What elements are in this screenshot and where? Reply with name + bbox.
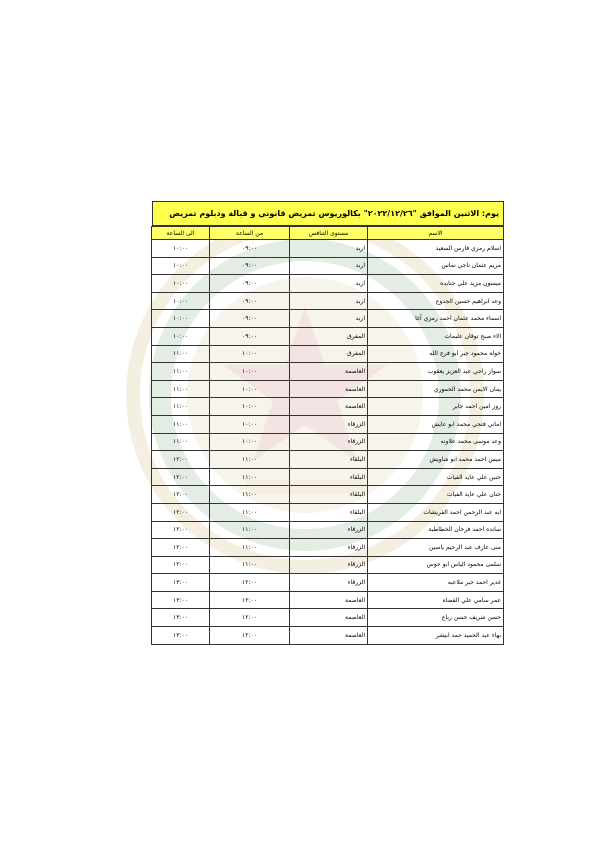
cell-name: بهاء عبد الحميد حمد ابيشر	[368, 627, 504, 645]
cell-to: ١٣:٠٠	[152, 609, 210, 627]
cell-from: ١٠:٠٠	[210, 415, 290, 433]
cell-from: ٠٩:٠٠	[210, 292, 290, 310]
cell-from: ٠٩:٠٠	[210, 257, 290, 275]
cell-to: ١١:٠٠	[152, 433, 210, 451]
table-row	[152, 363, 504, 381]
cell-to: ١٢:٠٠	[152, 521, 210, 539]
cell-name: حنان علي عايد الفيات	[368, 486, 504, 504]
table-row	[152, 292, 504, 310]
cell-name: سانده احمد فرحان الخطاطبة	[368, 521, 504, 539]
cell-to: ١٢:٠٠	[152, 556, 210, 574]
cell-level: الزرقاء	[290, 574, 368, 592]
cell-level: المفرق	[290, 327, 368, 345]
table-row	[152, 240, 504, 258]
cell-to: ١١:٠٠	[152, 415, 210, 433]
cell-from: ٠٩:٠٠	[210, 310, 290, 328]
cell-name: ايه عبد الرحمن احمد القريشات	[368, 503, 504, 521]
cell-from: ١٠:٠٠	[210, 433, 290, 451]
cell-from: ١١:٠٠	[210, 451, 290, 469]
table-row	[152, 556, 504, 574]
cell-to: ١٢:٠٠	[152, 539, 210, 557]
cell-level: البلقاء	[290, 451, 368, 469]
cell-from: ١٢:٠٠	[210, 627, 290, 645]
cell-from: ١٠:٠٠	[210, 380, 290, 398]
table-row	[152, 609, 504, 627]
cell-to: ١٠:٠٠	[152, 257, 210, 275]
cell-from: ١١:٠٠	[210, 521, 290, 539]
cell-name: وعد ابراهيم حسين الجدوع	[368, 292, 504, 310]
table-row	[152, 574, 504, 592]
cell-to: ١١:٠٠	[152, 398, 210, 416]
cell-level: المفرق	[290, 345, 368, 363]
cell-level: اربد	[290, 240, 368, 258]
table-row	[152, 627, 504, 645]
cell-name: غدير احمد جبر ملاعبه	[368, 574, 504, 592]
schedule-table	[151, 226, 504, 645]
cell-name: حسن شريف حسن رباع	[368, 609, 504, 627]
cell-to: ١٠:٠٠	[152, 240, 210, 258]
cell-from: ١١:٠٠	[210, 468, 290, 486]
table-row	[152, 310, 504, 328]
table-row	[152, 345, 504, 363]
cell-name: حنين علي عايد الفيات	[368, 468, 504, 486]
cell-from: ١٠:٠٠	[210, 345, 290, 363]
cell-to: ١٣:٠٠	[152, 574, 210, 592]
table-row	[152, 503, 504, 521]
cell-from: ١٢:٠٠	[210, 591, 290, 609]
cell-level: اربد	[290, 310, 368, 328]
cell-from: ١١:٠٠	[210, 486, 290, 504]
cell-to: ١٢:٠٠	[152, 486, 210, 504]
cell-name: مريم عثمان ناجي نماس	[368, 257, 504, 275]
cell-level: البلقاء	[290, 468, 368, 486]
cell-to: ١١:٠٠	[152, 380, 210, 398]
cell-to: ١٠:٠٠	[152, 310, 210, 328]
cell-level: العاصمة	[290, 380, 368, 398]
schedule-sheet	[152, 201, 504, 645]
table-row	[152, 415, 504, 433]
cell-to: ١٣:٠٠	[152, 591, 210, 609]
cell-to: ١٣:٠٠	[152, 627, 210, 645]
cell-from: ١٢:٠٠	[210, 609, 290, 627]
cell-level: اربد	[290, 275, 368, 293]
cell-from: ١١:٠٠	[210, 556, 290, 574]
cell-level: العاصمة	[290, 609, 368, 627]
cell-level: الزرقاء	[290, 415, 368, 433]
cell-from: ١١:٠٠	[210, 503, 290, 521]
table-row	[152, 521, 504, 539]
cell-name: اسماء محمد عثمان احمد رمزي آغا	[368, 310, 504, 328]
cell-name: خولة محمود جبر ابو فرج الله	[368, 345, 504, 363]
cell-level: البلقاء	[290, 486, 368, 504]
cell-from: ٠٩:٠٠	[210, 275, 290, 293]
cell-to: ١٠:٠٠	[152, 327, 210, 345]
cell-name: ميس احمد محمد ابو شاويش	[368, 451, 504, 469]
cell-level: البلقاء	[290, 503, 368, 521]
cell-name: وعد موسى محمد علاونه	[368, 433, 504, 451]
cell-from: ١٢:٠٠	[210, 574, 290, 592]
table-row	[152, 591, 504, 609]
cell-from: ١٠:٠٠	[210, 398, 290, 416]
cell-level: اربد	[290, 257, 368, 275]
header-to: الى الساعة	[152, 227, 210, 240]
cell-level: الزرقاء	[290, 539, 368, 557]
cell-to: ١١:٠٠	[152, 345, 210, 363]
cell-level: العاصمة	[290, 591, 368, 609]
cell-name: الاء صبح توفان عليمات	[368, 327, 504, 345]
cell-level: الزرقاء	[290, 556, 368, 574]
cell-name: ميسون مزيد علي جنايده	[368, 275, 504, 293]
table-row	[152, 433, 504, 451]
header-name: الاسم	[368, 227, 504, 240]
cell-level: اربد	[290, 292, 368, 310]
table-row	[152, 486, 504, 504]
cell-level: العاصمة	[290, 627, 368, 645]
cell-from: ٠٩:٠٠	[210, 327, 290, 345]
cell-name: اماني فتحي محمد ابو عايش	[368, 415, 504, 433]
header-level: مستوى التنافس	[290, 227, 368, 240]
cell-to: ١٢:٠٠	[152, 468, 210, 486]
header-from: من الساعة	[210, 227, 290, 240]
table-row	[152, 327, 504, 345]
cell-level: الزرقاء	[290, 433, 368, 451]
cell-name: سوار راجي عبد العزيز يعقوب	[368, 363, 504, 381]
table-row	[152, 451, 504, 469]
cell-to: ١١:٠٠	[152, 363, 210, 381]
table-row	[152, 380, 504, 398]
cell-name: يمان الايمن محمد الحموري	[368, 380, 504, 398]
table-header-row	[152, 227, 504, 240]
cell-to: ١٠:٠٠	[152, 275, 210, 293]
table-row	[152, 539, 504, 557]
table-row	[152, 275, 504, 293]
cell-level: العاصمة	[290, 398, 368, 416]
cell-to: ١٢:٠٠	[152, 451, 210, 469]
table-row	[152, 398, 504, 416]
cell-name: عمر سامي علي القضاه	[368, 591, 504, 609]
cell-to: ١٠:٠٠	[152, 292, 210, 310]
cell-from: ١٠:٠٠	[210, 363, 290, 381]
cell-name: روز امين احمد جابر	[368, 398, 504, 416]
cell-from: ٠٩:٠٠	[210, 240, 290, 258]
cell-from: ١١:٠٠	[210, 539, 290, 557]
cell-level: العاصمة	[290, 363, 368, 381]
table-row	[152, 257, 504, 275]
table-row	[152, 468, 504, 486]
schedule-title: يوم: الاثنين الموافق "٢٠٢٢/١٢/٢٦" بكالوريوس تمريض قانوني و قبالة ودبلوم تمريض	[152, 201, 504, 226]
cell-to: ١٢:٠٠	[152, 503, 210, 521]
cell-name: اسلام رمزي فارس السعيد	[368, 240, 504, 258]
cell-name: منى عارف عبد الرحيم ياسين	[368, 539, 504, 557]
cell-name: سلمى محمود الياس ابو حوس	[368, 556, 504, 574]
cell-level: الزرقاء	[290, 521, 368, 539]
